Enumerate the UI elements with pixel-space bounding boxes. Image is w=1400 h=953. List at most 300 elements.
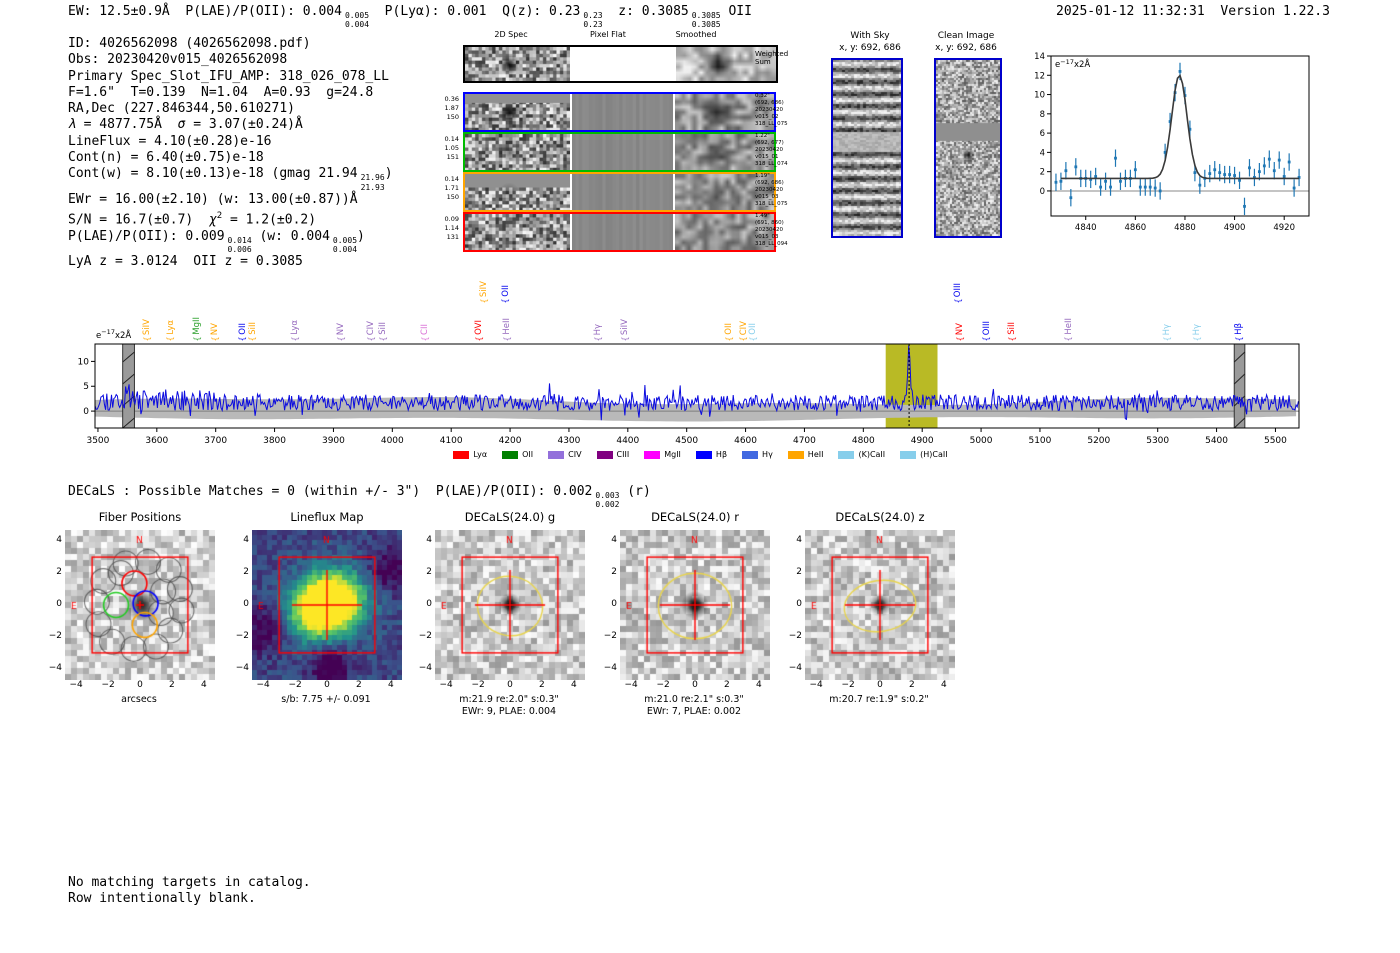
emission-line-label-HeII bbox=[502, 318, 514, 342]
row-right-value: v015_03 bbox=[755, 233, 779, 240]
row-left-value: 150 bbox=[446, 192, 459, 201]
y-tick-label: −2 bbox=[48, 630, 62, 641]
x-tick-label: −2 bbox=[841, 680, 855, 690]
y-tick-label: −4 bbox=[48, 662, 62, 673]
emission-line-name: Hγ bbox=[1191, 323, 1202, 335]
unit-post: x2Å bbox=[114, 330, 132, 341]
emission-line-name: SiII bbox=[247, 322, 258, 335]
svg-text:2: 2 bbox=[1039, 167, 1045, 178]
row-left-value: 131 bbox=[446, 232, 459, 241]
x-tick-label: 2 bbox=[539, 680, 545, 690]
emission-line-label-SiIV bbox=[478, 281, 490, 304]
line-position-brace: { bbox=[192, 336, 202, 342]
y-tick-label: 4 bbox=[426, 535, 432, 546]
row-right-value: (692, 686) bbox=[755, 179, 784, 186]
with-sky-title: With Sky bbox=[850, 31, 890, 41]
emission-line-label-HeII bbox=[1063, 318, 1075, 342]
text-segment: Cont(w) = 8.10(±0.13)e-18 (gmag 21.94 bbox=[68, 166, 358, 182]
svg-text:4920: 4920 bbox=[1273, 223, 1296, 233]
svg-text:3700: 3700 bbox=[204, 436, 228, 446]
spec2d-row-4 bbox=[463, 212, 776, 252]
text-segment: (w: 0.004 bbox=[251, 228, 330, 244]
svg-text:4500: 4500 bbox=[675, 436, 699, 446]
info-line-9 bbox=[68, 192, 393, 208]
y-tick-label: −2 bbox=[235, 630, 249, 641]
info-line-3 bbox=[68, 85, 393, 101]
svg-text:4880: 4880 bbox=[1174, 223, 1196, 233]
emission-line-name: Hβ bbox=[1234, 323, 1245, 335]
x-tick-label: 4 bbox=[940, 680, 947, 690]
row-right-value: 20230420 bbox=[755, 146, 783, 153]
svg-text:4900: 4900 bbox=[910, 436, 934, 446]
text-segment: S/N = 16.7(±0.7) bbox=[68, 212, 209, 228]
spec2d-col-title: 2D Spec bbox=[494, 30, 528, 39]
emission-line-name: OII bbox=[724, 323, 735, 335]
emission-line-name: HeII bbox=[502, 318, 513, 335]
row-right-labels bbox=[755, 213, 801, 247]
svg-text:12: 12 bbox=[1034, 71, 1045, 82]
svg-text:5000: 5000 bbox=[969, 436, 993, 446]
line-position-brace: { bbox=[1162, 336, 1172, 342]
row-right-value: (692, 686) bbox=[755, 99, 784, 106]
footer-line-1: Row intentionally blank. bbox=[68, 890, 256, 906]
spec2d-row-0 bbox=[463, 45, 778, 83]
svg-text:4860: 4860 bbox=[1124, 223, 1147, 233]
error-upper: 0.3085 bbox=[691, 11, 721, 20]
cutout-panel-r bbox=[602, 508, 778, 724]
spectrum-legend bbox=[88, 450, 1313, 459]
line-position-brace: { bbox=[748, 336, 758, 342]
emission-line-name: MgII bbox=[192, 317, 203, 335]
emission-line-label-Hβ bbox=[1234, 323, 1246, 342]
legend-item bbox=[502, 450, 533, 459]
error-lower: 0.3085 bbox=[691, 20, 721, 30]
svg-text:4200: 4200 bbox=[498, 436, 522, 446]
row-right-value: (691, 860) bbox=[755, 219, 784, 226]
line-position-brace: { bbox=[247, 336, 257, 342]
x-tick-label: −4 bbox=[809, 680, 823, 690]
line-position-brace: { bbox=[474, 336, 484, 342]
report-version: Version 1.22.3 bbox=[1220, 4, 1330, 19]
legend-swatch bbox=[696, 451, 712, 459]
error-fraction bbox=[583, 11, 602, 29]
svg-text:4: 4 bbox=[1039, 148, 1045, 159]
error-upper: 0.23 bbox=[583, 11, 603, 20]
superscript: 2 bbox=[216, 211, 223, 222]
y-tick-label: 2 bbox=[611, 567, 617, 578]
svg-text:0: 0 bbox=[83, 407, 89, 418]
emission-line-label-Lyα bbox=[165, 320, 177, 342]
cutout-caption-2: EWr: 7, PLAE: 0.002 bbox=[646, 706, 742, 717]
line-position-brace: { bbox=[724, 336, 734, 342]
text-segment: ) bbox=[357, 228, 365, 244]
math-symbol: χ bbox=[208, 212, 217, 228]
y-tick-label: −4 bbox=[788, 662, 802, 673]
y-tick-label: 4 bbox=[243, 535, 249, 546]
error-fraction bbox=[692, 11, 721, 29]
cutout-image-z bbox=[805, 530, 955, 680]
emission-line-name: OII bbox=[747, 323, 758, 335]
svg-text:3600: 3600 bbox=[145, 436, 169, 446]
error-upper: 21.96 bbox=[360, 173, 385, 183]
spec2d-col-title: Pixel Flat bbox=[590, 30, 626, 39]
emission-line-label-Hγ bbox=[592, 324, 604, 342]
text-segment: OII bbox=[720, 4, 752, 19]
line-position-brace: { bbox=[165, 336, 175, 342]
error-lower: 0.004 bbox=[332, 244, 358, 254]
svg-text:3500: 3500 bbox=[86, 436, 110, 446]
row-right-value: v015_01 bbox=[755, 153, 779, 160]
math-symbol: σ bbox=[177, 117, 186, 133]
y-tick-label: 4 bbox=[56, 535, 62, 546]
spec2d-row-3 bbox=[463, 172, 776, 212]
text-segment: ) bbox=[384, 166, 393, 182]
emission-line-name: Lyα bbox=[165, 320, 176, 335]
row-left-value: 1.87 bbox=[444, 103, 459, 112]
error-upper: 0.005 bbox=[332, 235, 358, 245]
emission-line-name: OII bbox=[237, 323, 248, 335]
cutout-title: Fiber Positions bbox=[98, 510, 182, 524]
pixel-flat-image-2 bbox=[572, 134, 673, 170]
row-left-value: 0.14 bbox=[444, 135, 459, 143]
row-left-value: 151 bbox=[446, 152, 459, 161]
cutout-title: Lineflux Map bbox=[290, 510, 364, 524]
text-segment: z: 0.3085 bbox=[602, 4, 689, 19]
y-tick-label: −4 bbox=[603, 662, 617, 673]
emission-line-label-OIII bbox=[981, 321, 993, 342]
text-segment: EWr = 16.00(±2.10) (w: 13.00(±0.87))Å bbox=[68, 191, 358, 207]
legend-item bbox=[696, 450, 727, 459]
line-position-brace: { bbox=[500, 298, 510, 304]
line-position-brace: { bbox=[1234, 336, 1244, 342]
emission-line-name: CIV bbox=[365, 320, 376, 335]
legend-item bbox=[838, 450, 885, 459]
cutout-panel-z bbox=[787, 508, 963, 724]
row-right-value: 1.22" bbox=[755, 133, 770, 139]
line-position-brace: { bbox=[953, 298, 963, 304]
svg-text:5200: 5200 bbox=[1087, 436, 1111, 446]
x-tick-label: 4 bbox=[570, 680, 577, 690]
legend-swatch bbox=[742, 451, 758, 459]
legend-label: (K)CaII bbox=[858, 450, 886, 459]
x-tick-label: 2 bbox=[169, 680, 175, 690]
row-left-labels bbox=[437, 215, 459, 241]
legend-label: MgII bbox=[664, 450, 681, 459]
footer-notes bbox=[68, 875, 311, 906]
error-fraction bbox=[228, 236, 252, 254]
line-position-brace: { bbox=[620, 336, 630, 342]
svg-text:0: 0 bbox=[1039, 186, 1045, 197]
emission-line-label-NV bbox=[954, 323, 966, 342]
row-right-value: 318_LL_094 bbox=[755, 240, 788, 247]
cutout-caption-1: m:21.0 re:2.1" s:0.3" bbox=[644, 694, 744, 705]
cutout-caption-2: EWr: 9, PLAE: 0.004 bbox=[461, 706, 557, 717]
x-tick-label: −4 bbox=[624, 680, 638, 690]
spec2d-panel bbox=[444, 30, 803, 260]
cutout-image-lineflux bbox=[252, 530, 402, 680]
with-sky-coords: x, y: 692, 686 bbox=[839, 43, 901, 53]
full-spectrum-panel bbox=[77, 268, 1333, 478]
legend-label: Hβ bbox=[715, 450, 728, 459]
x-tick-label: 0 bbox=[692, 680, 698, 690]
emission-line-label-CIV bbox=[365, 321, 377, 342]
footer-line-0: No matching targets in catalog. bbox=[68, 875, 311, 890]
svg-text:3900: 3900 bbox=[321, 436, 345, 446]
emission-line-label-OII bbox=[500, 285, 512, 304]
spec2d-row-1 bbox=[463, 92, 776, 132]
x-tick-label: 4 bbox=[755, 680, 762, 690]
cutout-panel-lineflux bbox=[234, 508, 410, 724]
svg-text:14: 14 bbox=[1034, 52, 1045, 62]
weighted-sum-label bbox=[755, 50, 801, 67]
info-line-11 bbox=[68, 229, 393, 254]
math-symbol: λ bbox=[68, 117, 76, 133]
error-fraction bbox=[345, 11, 369, 29]
line-position-brace: { bbox=[1063, 336, 1073, 342]
legend-swatch bbox=[644, 451, 660, 459]
svg-text:e−17x2Å: $e^{-17}x2Å$ bbox=[1055, 58, 1091, 70]
y-tick-label: 0 bbox=[243, 599, 249, 609]
emission-line-label-SiII bbox=[377, 322, 389, 342]
cutout-title: DECaLS(24.0) g bbox=[464, 510, 556, 524]
emission-line-name: NV bbox=[209, 322, 220, 335]
line-position-brace: { bbox=[420, 336, 430, 342]
row-right-value: 1.49" bbox=[755, 213, 770, 219]
x-tick-label: −4 bbox=[439, 680, 453, 690]
summary-stats-line bbox=[68, 4, 752, 29]
cutout-title: DECaLS(24.0) r bbox=[651, 510, 739, 524]
svg-text:5100: 5100 bbox=[1028, 436, 1052, 446]
svg-text:10: 10 bbox=[1034, 90, 1045, 101]
row-right-value: 1.19" bbox=[755, 173, 770, 179]
text-segment: = 3.07(±0.24)Å bbox=[185, 117, 303, 133]
svg-text:4400: 4400 bbox=[616, 436, 640, 446]
cutout-panel-fiber bbox=[47, 508, 223, 724]
error-lower: 0.23 bbox=[583, 20, 603, 30]
svg-text:4840: 4840 bbox=[1074, 223, 1097, 233]
row-right-value: 318_LL_075 bbox=[755, 200, 788, 207]
svg-text:6: 6 bbox=[1039, 129, 1045, 140]
text-segment: RA,Dec (227.846344,50.610271) bbox=[68, 101, 295, 117]
svg-text:4800: 4800 bbox=[851, 436, 875, 446]
legend-label: (H)CaII bbox=[920, 450, 948, 459]
y-tick-label: 2 bbox=[56, 567, 62, 578]
cutout-caption-1: m:21.9 re:2.0" s:0.3" bbox=[459, 694, 559, 705]
x-tick-label: 4 bbox=[200, 680, 207, 690]
cutout-caption-1: arcsecs bbox=[121, 694, 157, 705]
emission-line-name: NV bbox=[955, 322, 966, 335]
legend-swatch bbox=[453, 451, 469, 459]
text-segment: EW: 12.5±0.9Å P(LAE)/P(OII): 0.004 bbox=[68, 4, 342, 19]
clean-image-title: Clean Image bbox=[937, 31, 995, 41]
emission-line-name: SiII bbox=[1007, 322, 1018, 335]
weighted-sum-line: Weighted bbox=[755, 50, 789, 58]
line-position-brace: { bbox=[366, 336, 376, 342]
emission-line-labels bbox=[88, 268, 1313, 344]
line-position-brace: { bbox=[738, 336, 748, 342]
legend-swatch bbox=[502, 451, 518, 459]
text-segment: LineFlux = 4.10(±0.28)e-16 bbox=[68, 133, 272, 149]
line-position-brace: { bbox=[955, 336, 965, 342]
emission-line-name: SiIV bbox=[478, 280, 489, 297]
row-right-value: (692, 677) bbox=[755, 139, 784, 146]
x-tick-label: 2 bbox=[356, 680, 362, 690]
spec2d-image-2 bbox=[465, 134, 570, 170]
emission-line-name: SiII bbox=[378, 322, 389, 335]
pixel-flat-image-1 bbox=[572, 94, 673, 130]
row-right-labels bbox=[755, 133, 801, 167]
svg-text:3800: 3800 bbox=[263, 436, 287, 446]
y-tick-label: 2 bbox=[426, 567, 432, 578]
error-fraction bbox=[595, 491, 619, 509]
line-fit-plot bbox=[1025, 46, 1315, 241]
cutout-caption-1: m:20.7 re:1.9" s:0.2" bbox=[829, 694, 929, 705]
row-right-value: 20230420 bbox=[755, 226, 783, 233]
line-position-brace: { bbox=[378, 336, 388, 342]
info-line-2 bbox=[68, 69, 393, 85]
row-right-value: 20230420 bbox=[755, 106, 783, 113]
report-timestamp: 2025-01-12 11:32:31 bbox=[1056, 4, 1205, 19]
line-position-brace: { bbox=[502, 336, 512, 342]
y-tick-label: 0 bbox=[611, 599, 617, 609]
pixel-flat-image-0 bbox=[572, 47, 674, 81]
row-right-value: v015_02 bbox=[755, 113, 779, 120]
legend-item bbox=[742, 450, 773, 459]
emission-line-label-NV bbox=[335, 323, 347, 342]
text-segment: = 1.2(±0.2) bbox=[222, 212, 317, 228]
x-tick-label: 2 bbox=[724, 680, 730, 690]
emission-line-name: OVI bbox=[474, 320, 485, 335]
line-position-brace: { bbox=[1192, 336, 1202, 342]
error-lower: 0.002 bbox=[595, 500, 620, 510]
x-tick-label: 2 bbox=[909, 680, 915, 690]
spec2d-col-title: Smoothed bbox=[675, 30, 717, 39]
svg-text:8: 8 bbox=[1039, 109, 1045, 120]
legend-swatch bbox=[548, 451, 564, 459]
svg-text:4700: 4700 bbox=[792, 436, 816, 446]
y-tick-label: −4 bbox=[418, 662, 432, 673]
y-tick-label: −2 bbox=[788, 630, 802, 641]
x-tick-label: 0 bbox=[507, 680, 513, 690]
decals-match-line bbox=[68, 484, 651, 509]
text-segment: ID: 4026562098 (4026562098.pdf) bbox=[68, 36, 311, 51]
error-lower: 0.004 bbox=[344, 20, 370, 30]
with-sky-image bbox=[831, 58, 903, 238]
emission-line-name: SiIV bbox=[142, 318, 153, 335]
line-position-brace: { bbox=[290, 336, 300, 342]
cutout-caption-1: s/b: 7.75 +/- 0.091 bbox=[281, 694, 371, 705]
emission-line-name: CIV bbox=[738, 320, 749, 335]
emission-line-label-CII bbox=[419, 324, 431, 342]
legend-label: Lyα bbox=[473, 450, 488, 459]
text-segment: Cont(n) = 6.40(±0.75)e-18 bbox=[68, 150, 264, 166]
svg-text:5300: 5300 bbox=[1146, 436, 1170, 446]
svg-text:10: 10 bbox=[77, 357, 89, 368]
emission-line-label-NV bbox=[209, 323, 221, 342]
emission-line-label-OII bbox=[724, 323, 736, 342]
text-segment: DECaLS : Possible Matches = 0 (within +/- 3") P(LAE)/P(OII): 0.002 bbox=[68, 484, 593, 499]
line-position-brace: { bbox=[336, 336, 346, 342]
svg-text:5400: 5400 bbox=[1205, 436, 1229, 446]
y-tick-label: −2 bbox=[603, 630, 617, 641]
pixel-flat-image-4 bbox=[572, 214, 673, 250]
emission-line-name: SiIV bbox=[620, 318, 631, 335]
y-tick-label: 0 bbox=[426, 599, 432, 609]
info-line-10 bbox=[68, 208, 393, 229]
line-position-brace: { bbox=[210, 336, 220, 342]
emission-line-name: CII bbox=[420, 324, 431, 335]
row-left-labels bbox=[437, 95, 459, 121]
error-lower: 0.006 bbox=[227, 244, 252, 254]
emission-line-label-SiII bbox=[1006, 322, 1018, 342]
legend-swatch bbox=[597, 451, 613, 459]
info-line-8 bbox=[68, 166, 393, 191]
emission-line-name: OII bbox=[500, 285, 511, 297]
x-tick-label: −2 bbox=[101, 680, 115, 690]
row-left-value: 0.14 bbox=[444, 175, 459, 183]
line-position-brace: { bbox=[237, 336, 247, 342]
text-segment: LyA z = 3.0124 OII z = 0.3085 bbox=[68, 254, 303, 270]
spec2d-image-1 bbox=[465, 94, 570, 130]
legend-item bbox=[788, 450, 824, 459]
legend-label: Hγ bbox=[762, 450, 773, 459]
unit-exp: −17 bbox=[101, 328, 115, 336]
error-upper: 0.014 bbox=[227, 235, 252, 245]
emission-line-label-Hγ bbox=[1161, 324, 1173, 342]
clean-image-coords: x, y: 692, 686 bbox=[935, 43, 997, 53]
svg-text:4300: 4300 bbox=[557, 436, 581, 446]
row-right-value: v015_03 bbox=[755, 193, 779, 200]
line-position-brace: { bbox=[593, 336, 603, 342]
row-right-labels bbox=[755, 173, 801, 207]
text-segment: = 4877.75Å bbox=[75, 117, 178, 133]
emission-line-name: Hγ bbox=[593, 323, 604, 335]
legend-label: HeII bbox=[807, 450, 824, 459]
emission-line-label-Hγ bbox=[1191, 324, 1203, 342]
svg-text:4900: 4900 bbox=[1223, 223, 1246, 233]
info-line-4 bbox=[68, 101, 393, 117]
spec2d-image-4 bbox=[465, 214, 570, 250]
x-tick-label: 0 bbox=[137, 680, 143, 690]
svg-text:4600: 4600 bbox=[734, 436, 758, 446]
weighted-sum-line: Sum bbox=[755, 58, 771, 67]
emission-line-name: NV bbox=[335, 322, 346, 335]
error-fraction bbox=[361, 173, 385, 191]
spec2d-image-3 bbox=[465, 174, 570, 210]
legend-label: CIII bbox=[616, 450, 630, 459]
detection-info-block bbox=[68, 36, 393, 270]
x-tick-label: 4 bbox=[387, 680, 394, 690]
x-tick-label: −4 bbox=[69, 680, 83, 690]
legend-swatch bbox=[838, 451, 854, 459]
legend-item bbox=[548, 450, 581, 459]
info-line-7 bbox=[68, 150, 393, 166]
text-segment: Obs: 20230420v015_4026562098 bbox=[68, 52, 288, 68]
svg-text:4100: 4100 bbox=[439, 436, 463, 446]
row-left-labels bbox=[437, 135, 459, 161]
text-segment: F=1.6" T=0.139 N=1.04 A=0.93 g=24.8 bbox=[68, 84, 374, 100]
legend-label: OII bbox=[522, 450, 534, 459]
cutout-image-r bbox=[620, 530, 770, 680]
legend-item bbox=[644, 450, 681, 459]
spec2d-image-0 bbox=[465, 47, 570, 81]
line-position-brace: { bbox=[1007, 336, 1017, 342]
text-segment: P(LAE)/P(OII): 0.009 bbox=[68, 228, 225, 244]
line-position-brace: { bbox=[981, 336, 991, 342]
timestamp-version bbox=[1056, 4, 1330, 19]
error-fraction bbox=[333, 236, 357, 254]
emission-line-name: Hγ bbox=[1161, 323, 1172, 335]
